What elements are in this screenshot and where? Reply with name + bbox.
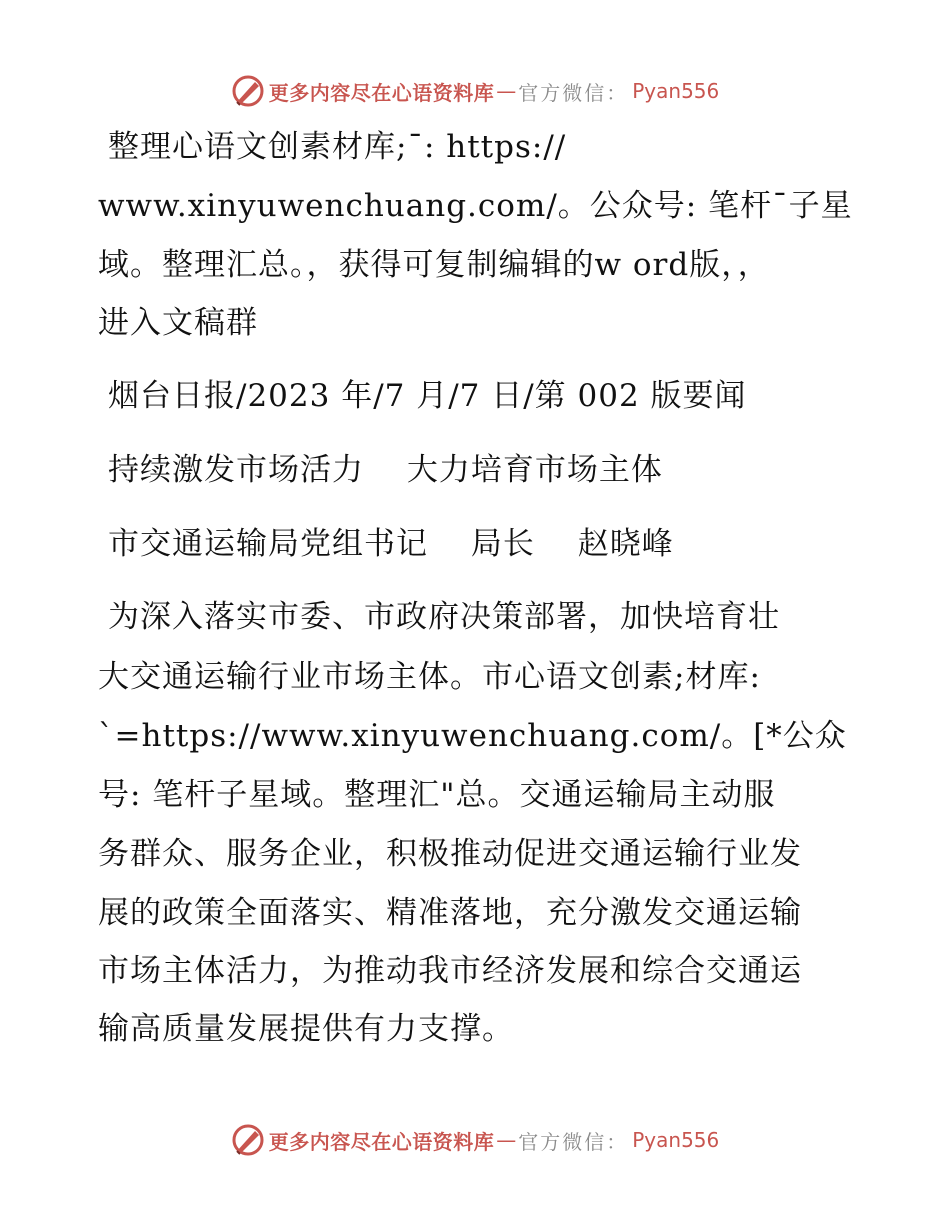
body-line-2: 大交通运输行业市场主体。市心语文创素;材库: — [98, 659, 761, 695]
body-line-8: 输高质量发展提供有力支撑。 — [98, 1011, 514, 1047]
banner-wechat-label: 官方微信： — [518, 80, 629, 105]
banner-separator: — — [496, 79, 517, 103]
body-line-4: 号: 笔杆子星域。整理汇"总。交通运输局主动服 — [98, 777, 776, 813]
body-line-6: 展的政策全面落实、精准落地，充分激发交通运输 — [98, 895, 802, 931]
article-headline: 持续激发市场活力 大力培育市场主体 — [108, 452, 663, 488]
body-line-7: 市场主体活力，为推动我市经济发展和综合交通运 — [98, 953, 802, 989]
banner-wechat-label: 官方微信： — [518, 1129, 629, 1154]
footer-banner — [0, 1120, 950, 1160]
banner-separator: — — [496, 1128, 517, 1152]
intro-line-1: 整理心语文创素材库;¯: https:// — [108, 129, 567, 165]
banner-wechat-id: Pyan556 — [632, 1128, 720, 1152]
pen-logo-icon — [231, 1123, 265, 1157]
pen-logo-icon — [231, 74, 265, 108]
intro-line-4: 进入文稿群 — [98, 305, 258, 341]
source-line: 烟台日报/2023 年/7 月/7 日/第 002 版要闻 — [108, 378, 747, 414]
banner-wechat-id: Pyan556 — [632, 79, 720, 103]
intro-line-2: www.xinyuwenchuang.com/。公众号: 笔杆¯子星 — [98, 188, 853, 224]
banner-title: 更多内容尽在心语资料库 — [268, 80, 495, 105]
body-line-3: `=https://www.xinyuwenchuang.com/。[*公众 — [98, 718, 847, 754]
intro-line-3: 域。整理汇总。，获得可复制编辑的w ord版，， — [98, 247, 770, 283]
banner-title: 更多内容尽在心语资料库 — [268, 1129, 495, 1154]
body-line-1: 为深入落实市委、市政府决策部署，加快培育壮 — [108, 599, 780, 635]
article-byline: 市交通运输局党组书记 局长 赵晓峰 — [108, 526, 674, 562]
header-banner — [0, 71, 950, 111]
body-line-5: 务群众、服务企业，积极推动促进交通运输行业发 — [98, 836, 802, 872]
